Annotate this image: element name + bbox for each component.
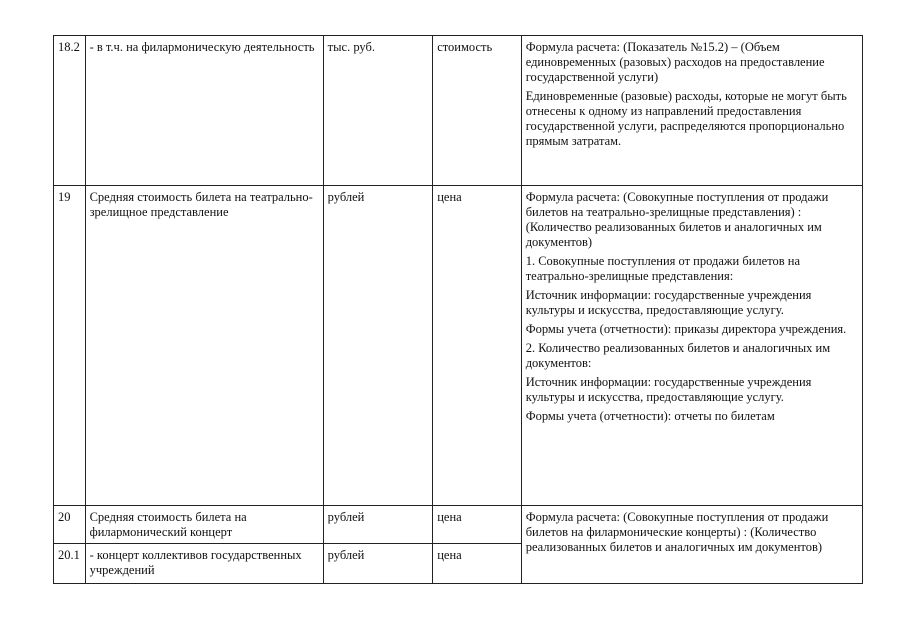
method-paragraph: Формула расчета: (Показатель №15.2) – (Объем единовременных (разовых) расходов на предоставление государственной услуги) — [525, 40, 825, 84]
indicator-type: цена — [433, 506, 521, 544]
indicator-type: цена — [433, 186, 521, 506]
indicator-type: цена — [433, 544, 521, 584]
method-paragraph: Единовременные (разовые) расходы, которые не могут быть отнесены к одному из направлений предоставления государственной услуги, распределяются пропорционально прямым затратам. — [525, 89, 847, 148]
unit-of-measure: тыс. руб. — [323, 36, 433, 186]
row-number: 20.1 — [54, 544, 86, 584]
method-paragraph: 2. Количество реализованных билетов и аналогичных им документов: — [525, 341, 831, 370]
method-paragraph: Формула расчета: (Совокупные поступления от продажи билетов на филармонические концерты) : (Количество реализованных билетов и аналогичных им документов) — [525, 510, 829, 554]
method-paragraph: Формула расчета: (Совокупные поступления от продажи билетов на театрально-зрелищные представления) : (Количество реализованных билетов и аналогичных им документов) — [525, 190, 829, 249]
table-row — [54, 36, 863, 186]
indicator-name: - в т.ч. на филармоническую деятельность — [85, 36, 323, 186]
method-paragraph: Источник информации: государственные учреждения культуры и искусства, предоставляющие услугу. — [525, 375, 812, 404]
calculation-method — [521, 36, 862, 186]
unit-of-measure: рублей — [323, 186, 433, 506]
row-number: 18.2 — [54, 36, 86, 186]
method-paragraph: Формы учета (отчетности): отчеты по билетам — [525, 409, 775, 423]
indicator-table — [53, 35, 863, 584]
unit-of-measure: рублей — [323, 544, 433, 584]
table-row — [54, 506, 863, 544]
method-paragraph: 1. Совокупные поступления от продажи билетов на театрально-зрелищные представления: — [525, 254, 801, 283]
row-number: 19 — [54, 186, 86, 506]
calculation-method — [521, 186, 862, 506]
indicator-name: Средняя стоимость билета на филармонический концерт — [85, 506, 323, 544]
indicator-name: Средняя стоимость билета на театрально-зрелищное представление — [85, 186, 323, 506]
indicator-name: - концерт коллективов государственных учреждений — [85, 544, 323, 584]
indicator-type: стоимость — [433, 36, 521, 186]
calculation-method — [521, 506, 862, 584]
method-paragraph: Формы учета (отчетности): приказы директора учреждения. — [525, 322, 847, 336]
row-number: 20 — [54, 506, 86, 544]
table-row — [54, 186, 863, 506]
unit-of-measure: рублей — [323, 506, 433, 544]
method-paragraph: Источник информации: государственные учреждения культуры и искусства, предоставляющие услугу. — [525, 288, 812, 317]
